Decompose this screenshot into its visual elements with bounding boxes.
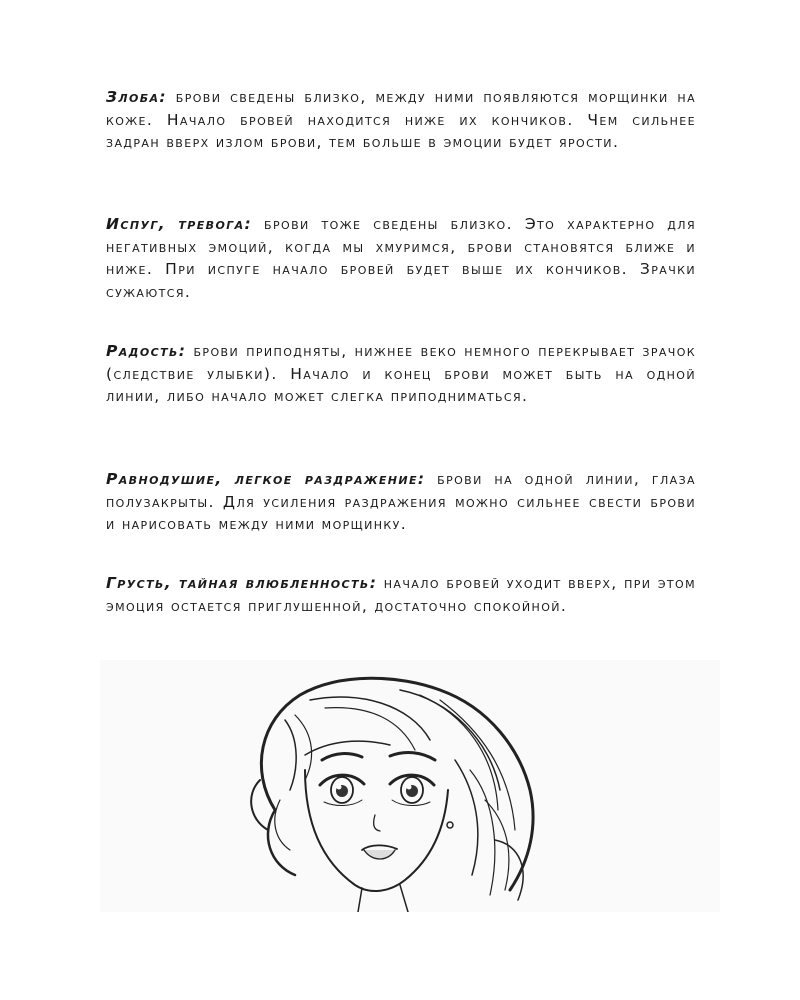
paragraph-anger	[106, 86, 696, 154]
paragraph-text: брови на одной линии, глаза полузакрыты. Для усиления раздражения можно сильнее свести брови и нарисовать между ними морщинку.	[106, 470, 696, 533]
paragraph-lead: Грусть, тайная влюбленность:	[106, 574, 378, 592]
paragraph-fear	[106, 213, 696, 303]
paragraph-indifference	[106, 468, 696, 536]
paragraph-lead: Злоба:	[106, 88, 167, 106]
paragraph-text: брови приподняты, нижнее веко немного перекрывает зрачок (следствие улыбки). Начало и конец брови может быть на одной линии, либо начало может слегка приподниматься.	[106, 342, 696, 405]
paragraph-text: брови тоже сведены близко. Это характерно для негативных эмоций, когда мы хмуримся, брови становятся ближе и ниже. При испуге начало бровей будет выше их кончиков. Зрачки сужаются.	[106, 215, 696, 301]
girl-portrait-illustration	[100, 660, 720, 912]
paragraph-text: брови сведены близко, между ними появляются морщинки на коже. Начало бровей находится ниже их кончиков. Чем сильнее задран вверх излом брови, тем больше в эмоции будет ярости.	[106, 88, 696, 151]
paragraph-lead: Испуг, тревога:	[106, 215, 253, 233]
paragraph-lead: Радость:	[106, 342, 187, 360]
paragraph-lead: Равнодушие, легкое раздражение:	[106, 470, 426, 488]
paragraph-text: начало бровей уходит вверх, при этом эмоция остается приглушенной, достаточно спокойной.	[106, 574, 697, 615]
paragraph-joy	[106, 340, 696, 408]
paragraph-sadness	[106, 572, 696, 617]
girl-portrait-icon	[100, 660, 720, 912]
